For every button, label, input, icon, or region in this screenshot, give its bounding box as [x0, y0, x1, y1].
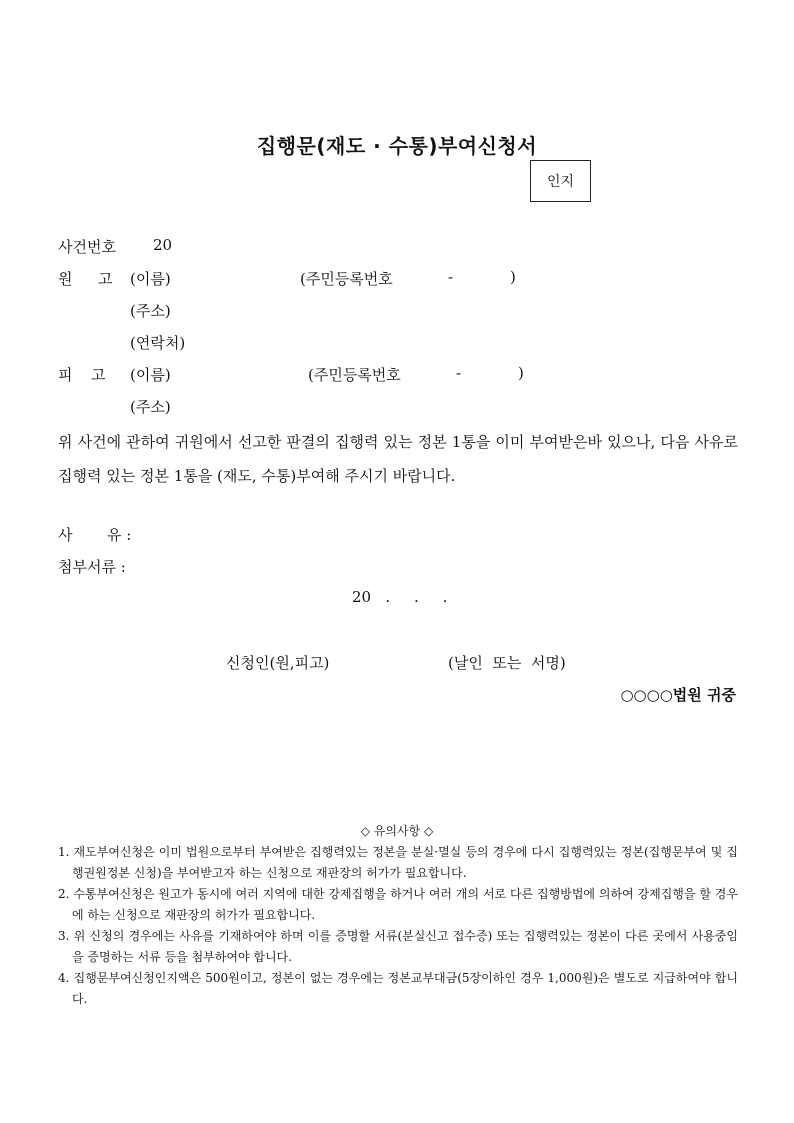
seal-label: (날인 또는 서명)	[448, 654, 566, 672]
plaintiff-contact-label: (연락처)	[130, 334, 186, 352]
note-item: 2. 수통부여신청은 원고가 동시에 여러 지역에 대한 강제집행을 하거나 여러 개의 서로 다른 집행방법에 의하여 강제집행을 할 경우에 하는 신청으로 재판장의 허가가 필요합니다.	[58, 887, 738, 922]
plaintiff-rrn-label: (주민등록번호	[300, 270, 393, 288]
plaintiff-rrn-close: )	[510, 268, 516, 286]
note-item: 4. 집행문부여신청인지액은 500원이고, 정본이 없는 경우에는 정본교부대금(5장이하인 경우 1,000원)은 별도로 지급하여야 합니다.	[58, 971, 738, 1006]
note-item: 3. 위 신청의 경우에는 사유를 기재하여야 하며 이를 증명할 서류(분실신고 접수증) 또는 집행력있는 정본이 다른 곳에서 사용중임을 증명하는 서류 등을 첨부하여야 합니다.	[58, 929, 738, 964]
reason-label-2: 유 :	[107, 526, 132, 544]
reason-label-1: 사	[58, 526, 73, 544]
defendant-rrn-close: )	[518, 364, 524, 382]
case-number-label: 사건번호	[58, 238, 116, 256]
request-body-text: 위 사건에 관하여 귀원에서 선고한 판결의 집행력 있는 정본 1통을 이미 부여받은바 있으나, 다음 사유로 집행력 있는 정본 1통을 (재도, 수통)부여해 주시기 바랍니다.	[58, 433, 738, 485]
defendant-address-label: (주소)	[130, 398, 171, 416]
defendant-label-1: 피	[58, 366, 73, 384]
defendant-label-2: 고	[91, 366, 106, 384]
stamp-label: 인지	[546, 174, 575, 190]
plaintiff-rrn-dash: -	[448, 268, 454, 286]
plaintiff-label-1: 원	[58, 270, 73, 288]
document-title: 집행문(재도 · 수통)부여신청서	[256, 134, 538, 158]
applicant-label: 신청인(원,피고)	[226, 654, 330, 672]
note-item: 1. 재도부여신청은 이미 법원으로부터 부여받은 집행력있는 정본을 분실·멸실 등의 경우에 다시 집행력있는 정본(집행문부여 및 집행권원정본 신청)을 부여받고자 하는 신청으로 재판장의 허가가 필요합니다.	[58, 845, 738, 880]
defendant-rrn-dash: -	[456, 364, 462, 382]
stamp-box	[530, 160, 591, 202]
defendant-name-label: (이름)	[130, 366, 171, 384]
case-number-prefix: 20	[153, 236, 173, 254]
defendant-rrn-label: (주민등록번호	[308, 366, 401, 384]
plaintiff-name-label: (이름)	[130, 270, 171, 288]
plaintiff-label-2: 고	[98, 270, 113, 288]
attachments-label: 첨부서류 :	[58, 558, 126, 576]
court-addressee: ○○○○법원 귀중	[620, 686, 736, 704]
notes-title: ◇ 유의사항 ◇	[360, 824, 434, 838]
plaintiff-address-label: (주소)	[130, 302, 171, 320]
date-line: 20 . . .	[352, 588, 448, 606]
